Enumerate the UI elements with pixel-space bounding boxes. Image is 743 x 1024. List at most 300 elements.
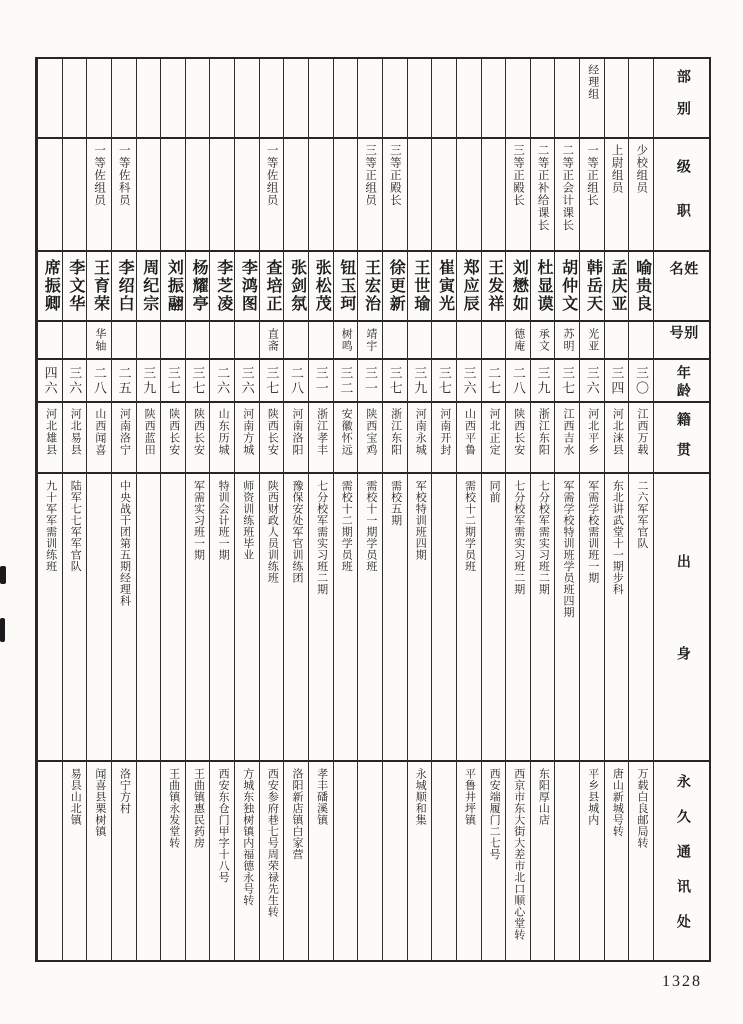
header-cell-native_place xyxy=(653,401,709,472)
person-14-native_place: 浙江孝丰 xyxy=(315,408,328,456)
person-8-age: 三六 xyxy=(461,365,477,396)
person-1-address: 万载白良邮局转 xyxy=(635,768,648,849)
person-7-address-cell xyxy=(481,760,506,960)
person-9-name: 崔寅光 xyxy=(436,259,454,313)
person-18-address: 西安东仓门甲字十八号 xyxy=(217,768,230,883)
person-14-unit-cell xyxy=(308,59,333,137)
page-number: 1328 xyxy=(662,973,702,990)
person-10-address: 永城顺和集 xyxy=(414,768,427,826)
person-8-address: 平鲁井坪镇 xyxy=(463,768,476,826)
person-16-age: 三七 xyxy=(264,365,280,396)
person-18-alias-cell xyxy=(209,320,234,358)
person-4-background: 军需学校特训班学员班四期 xyxy=(562,480,575,618)
person-11-background: 需校五期 xyxy=(389,480,402,526)
person-8-native_place-cell xyxy=(456,401,481,472)
person-21-name-cell xyxy=(136,250,161,320)
person-1-background: 二六军军官队 xyxy=(635,480,648,549)
person-5-name-cell xyxy=(530,250,555,320)
person-17-alias-cell xyxy=(234,320,259,358)
person-10-address-cell xyxy=(407,760,432,960)
person-25-address-cell xyxy=(37,760,62,960)
person-11-native_place-cell xyxy=(382,401,407,472)
person-3-background: 军需学校需训班一期 xyxy=(586,480,599,584)
person-23-rank-cell xyxy=(86,137,111,250)
person-1-address-cell xyxy=(628,760,653,960)
person-4-native_place-cell xyxy=(554,401,579,472)
person-18-rank-cell xyxy=(209,137,234,250)
person-8-unit-cell xyxy=(456,59,481,137)
person-18-native_place: 山东历城 xyxy=(217,408,230,456)
person-14-age-cell xyxy=(308,358,333,401)
person-18-native_place-cell xyxy=(209,401,234,472)
person-1-background-cell xyxy=(628,472,653,760)
header-label-unit: 部别 xyxy=(674,69,690,133)
person-2-rank: 上尉组员 xyxy=(610,144,623,194)
person-18-age: 二六 xyxy=(215,365,231,396)
person-20-age-cell xyxy=(160,358,185,401)
person-9-age: 三七 xyxy=(436,365,452,396)
person-12-name-cell xyxy=(357,250,382,320)
person-5-name: 杜显谟 xyxy=(535,259,553,313)
person-16-name-cell xyxy=(259,250,284,320)
person-24-background-cell xyxy=(62,472,87,760)
person-7-unit-cell xyxy=(481,59,506,137)
person-13-native_place: 安徽怀远 xyxy=(340,408,353,456)
person-15-address-cell xyxy=(283,760,308,960)
person-2-unit-cell xyxy=(604,59,629,137)
person-16-native_place-cell xyxy=(259,401,284,472)
person-13-alias: 树鸣 xyxy=(340,328,353,352)
person-14-alias-cell xyxy=(308,320,333,358)
person-1-name-cell xyxy=(628,250,653,320)
person-20-address: 王曲镇永发堂转 xyxy=(167,768,180,849)
person-6-age-cell xyxy=(505,358,530,401)
person-14-background-cell xyxy=(308,472,333,760)
person-7-address: 西安端履门二七号 xyxy=(488,768,501,860)
person-4-alias-cell xyxy=(554,320,579,358)
person-22-background-cell xyxy=(111,472,136,760)
person-16-address: 西安参府巷七号周荣禄先生转 xyxy=(266,768,279,918)
person-13-age-cell xyxy=(333,358,358,401)
person-20-address-cell xyxy=(160,760,185,960)
person-1-native_place-cell xyxy=(628,401,653,472)
person-18-address-cell xyxy=(209,760,234,960)
person-9-alias-cell xyxy=(431,320,456,358)
person-21-rank-cell xyxy=(136,137,161,250)
person-10-name: 王世瑜 xyxy=(411,259,429,313)
person-3-age-cell xyxy=(579,358,604,401)
person-6-native_place: 陕西长安 xyxy=(512,408,525,456)
person-13-unit-cell xyxy=(333,59,358,137)
person-15-native_place: 河南洛阳 xyxy=(291,408,303,456)
person-7-background: 同前 xyxy=(488,480,501,503)
person-24-native_place: 河北易县 xyxy=(69,408,82,456)
person-17-address: 方城东独树镇内福德永号转 xyxy=(241,768,254,906)
person-24-rank-cell xyxy=(62,137,87,250)
person-7-name: 王发祥 xyxy=(485,259,503,313)
person-23-native_place-cell xyxy=(86,401,111,472)
person-9-address-cell xyxy=(431,760,456,960)
person-21-age: 三九 xyxy=(141,365,157,396)
person-22-alias-cell xyxy=(111,320,136,358)
person-15-native_place-cell xyxy=(283,401,308,472)
person-22-name-cell xyxy=(111,250,136,320)
header-label-native_place: 籍贯 xyxy=(674,412,690,472)
person-9-age-cell xyxy=(431,358,456,401)
person-22-address: 洛宁方村 xyxy=(118,768,131,814)
person-15-rank-cell xyxy=(283,137,308,250)
person-25-name-cell xyxy=(37,250,62,320)
person-8-address-cell xyxy=(456,760,481,960)
person-8-alias-cell xyxy=(456,320,481,358)
person-15-address: 洛阳新店镇白家营 xyxy=(291,768,303,860)
person-21-unit-cell xyxy=(136,59,161,137)
person-25-background-cell xyxy=(37,472,62,760)
roster-table-frame xyxy=(35,57,711,962)
person-16-address-cell xyxy=(259,760,284,960)
person-14-native_place-cell xyxy=(308,401,333,472)
person-16-background-cell xyxy=(259,472,284,760)
person-22-name: 李绍白 xyxy=(116,259,134,313)
person-19-address: 王曲镇惠民药房 xyxy=(192,768,205,849)
person-4-background-cell xyxy=(554,472,579,760)
person-22-unit-cell xyxy=(111,59,136,137)
person-17-native_place: 河南方城 xyxy=(241,408,254,456)
person-3-name: 韩岳天 xyxy=(584,259,602,313)
header-cell-alias xyxy=(653,320,709,358)
person-3-native_place: 河北平乡 xyxy=(586,408,599,456)
person-4-rank-cell xyxy=(554,137,579,250)
person-6-rank: 三等正殿长 xyxy=(512,144,525,207)
person-22-background: 中央战干团第五期经理科 xyxy=(118,480,131,607)
person-5-background: 七分校军需实习班二期 xyxy=(537,480,550,595)
person-12-native_place-cell xyxy=(357,401,382,472)
person-19-background: 军需实习班一期 xyxy=(192,480,205,561)
person-25-native_place: 河北雄县 xyxy=(44,408,57,456)
person-8-background: 需校十二期学员班 xyxy=(463,480,476,572)
header-label-alias: 别号 xyxy=(667,325,698,342)
person-5-native_place-cell xyxy=(530,401,555,472)
person-19-rank-cell xyxy=(185,137,210,250)
header-label-background: 出身 xyxy=(674,554,690,738)
person-24-address: 易县山北镇 xyxy=(69,768,82,826)
person-23-native_place: 山西闻喜 xyxy=(93,408,106,456)
person-23-background-cell xyxy=(86,472,111,760)
person-2-rank-cell xyxy=(604,137,629,250)
person-7-age-cell xyxy=(481,358,506,401)
person-16-rank: 一等佐组员 xyxy=(265,144,278,207)
person-23-alias: 华轴 xyxy=(93,328,106,352)
person-2-background-cell xyxy=(604,472,629,760)
person-3-address-cell xyxy=(579,760,604,960)
person-18-background: 特训会计班一期 xyxy=(217,480,230,561)
person-10-name-cell xyxy=(407,250,432,320)
person-6-address: 西京市东大街大差市北口顺心堂转 xyxy=(512,768,525,941)
header-cell-background xyxy=(653,472,709,760)
person-13-name-cell xyxy=(333,250,358,320)
person-20-native_place: 陕西长安 xyxy=(167,408,180,456)
person-12-address-cell xyxy=(357,760,382,960)
person-12-age: 三一 xyxy=(362,365,378,396)
person-13-name: 钮玉珂 xyxy=(337,259,355,313)
person-15-age-cell xyxy=(283,358,308,401)
person-20-alias-cell xyxy=(160,320,185,358)
person-12-age-cell xyxy=(357,358,382,401)
person-8-background-cell xyxy=(456,472,481,760)
person-10-background: 军校特训班四期 xyxy=(414,480,427,561)
person-3-age: 三六 xyxy=(584,365,600,396)
person-17-rank-cell xyxy=(234,137,259,250)
person-24-native_place-cell xyxy=(62,401,87,472)
person-25-age-cell xyxy=(37,358,62,401)
person-9-rank-cell xyxy=(431,137,456,250)
person-10-native_place-cell xyxy=(407,401,432,472)
person-23-rank: 一等佐组员 xyxy=(93,144,106,207)
person-24-alias-cell xyxy=(62,320,87,358)
person-3-unit-cell xyxy=(579,59,604,137)
person-12-alias: 靖宇 xyxy=(364,328,377,352)
person-12-rank: 三等正组员 xyxy=(364,144,377,207)
person-20-background-cell xyxy=(160,472,185,760)
person-8-rank-cell xyxy=(456,137,481,250)
person-12-unit-cell xyxy=(357,59,382,137)
person-14-background: 七分校军需实习班二期 xyxy=(315,480,328,595)
person-6-unit-cell xyxy=(505,59,530,137)
header-label-address: 永久通讯处 xyxy=(674,774,690,949)
person-25-alias-cell xyxy=(37,320,62,358)
person-10-native_place: 河南永城 xyxy=(414,408,427,456)
person-8-name: 郑应辰 xyxy=(461,259,479,313)
person-8-age-cell xyxy=(456,358,481,401)
person-5-age: 三九 xyxy=(535,365,551,396)
person-5-native_place: 浙江东阳 xyxy=(537,408,550,456)
person-7-name-cell xyxy=(481,250,506,320)
person-24-address-cell xyxy=(62,760,87,960)
person-21-name: 周纪宗 xyxy=(140,259,158,313)
person-19-alias-cell xyxy=(185,320,210,358)
header-cell-age xyxy=(653,358,709,401)
person-19-name-cell xyxy=(185,250,210,320)
person-11-unit-cell xyxy=(382,59,407,137)
person-22-address-cell xyxy=(111,760,136,960)
person-17-unit-cell xyxy=(234,59,259,137)
person-1-rank: 少校组员 xyxy=(635,144,648,194)
person-11-alias-cell xyxy=(382,320,407,358)
person-10-age: 三九 xyxy=(412,365,428,396)
person-1-age-cell xyxy=(628,358,653,401)
person-2-background: 东北讲武堂十一期步科 xyxy=(611,480,624,595)
header-cell-unit xyxy=(653,59,709,137)
header-label-rank: 级职 xyxy=(674,159,690,247)
person-15-alias-cell xyxy=(283,320,308,358)
person-6-name-cell xyxy=(505,250,530,320)
person-3-background-cell xyxy=(579,472,604,760)
person-1-unit-cell xyxy=(628,59,653,137)
person-24-unit-cell xyxy=(62,59,87,137)
person-16-rank-cell xyxy=(259,137,284,250)
person-1-alias-cell xyxy=(628,320,653,358)
roster-table xyxy=(37,59,709,960)
person-5-rank-cell xyxy=(530,137,555,250)
person-20-rank-cell xyxy=(160,137,185,250)
person-24-name-cell xyxy=(62,250,87,320)
person-5-background-cell xyxy=(530,472,555,760)
person-16-alias-cell xyxy=(259,320,284,358)
person-11-rank: 三等正殿长 xyxy=(388,144,401,207)
person-1-name: 喻贵良 xyxy=(633,259,651,313)
person-4-name: 胡仲文 xyxy=(559,259,577,313)
person-15-background: 豫保安处军官训练团 xyxy=(291,480,303,584)
person-25-native_place-cell xyxy=(37,401,62,472)
person-2-name: 孟庆亚 xyxy=(608,259,626,313)
person-16-native_place: 陕西长安 xyxy=(266,408,279,456)
person-2-address-cell xyxy=(604,760,629,960)
person-15-name-cell xyxy=(283,250,308,320)
person-11-address-cell xyxy=(382,760,407,960)
person-16-name: 查培正 xyxy=(263,259,281,313)
person-11-name: 徐更新 xyxy=(387,259,405,313)
person-11-native_place: 浙江东阳 xyxy=(389,408,402,456)
scan-artifact xyxy=(0,566,6,584)
person-11-name-cell xyxy=(382,250,407,320)
person-12-name: 王宏治 xyxy=(362,259,380,313)
person-8-native_place: 山西平鲁 xyxy=(463,408,476,456)
person-6-alias: 德庵 xyxy=(512,328,525,352)
person-17-background-cell xyxy=(234,472,259,760)
person-23-name: 王育荣 xyxy=(91,259,109,313)
person-18-age-cell xyxy=(209,358,234,401)
person-17-background: 师资训练班毕业 xyxy=(241,480,254,561)
person-20-name: 刘振翮 xyxy=(165,259,183,313)
person-10-age-cell xyxy=(407,358,432,401)
header-cell-name xyxy=(653,250,709,320)
person-13-rank-cell xyxy=(333,137,358,250)
person-15-name: 张剑氛 xyxy=(288,259,306,313)
person-20-unit-cell xyxy=(160,59,185,137)
person-13-age: 三二 xyxy=(338,365,354,396)
person-13-native_place-cell xyxy=(333,401,358,472)
person-25-unit-cell xyxy=(37,59,62,137)
person-21-alias-cell xyxy=(136,320,161,358)
person-12-alias-cell xyxy=(357,320,382,358)
person-7-age: 二七 xyxy=(486,365,502,396)
person-1-age: 三〇 xyxy=(634,365,649,396)
person-7-native_place: 河北正定 xyxy=(488,408,501,456)
person-11-rank-cell xyxy=(382,137,407,250)
person-23-address-cell xyxy=(86,760,111,960)
person-3-rank: 一等正组长 xyxy=(585,144,598,207)
person-5-address-cell xyxy=(530,760,555,960)
person-7-alias-cell xyxy=(481,320,506,358)
person-4-rank: 二等正会计课长 xyxy=(561,144,574,232)
person-14-name-cell xyxy=(308,250,333,320)
person-3-rank-cell xyxy=(579,137,604,250)
person-9-native_place: 河南开封 xyxy=(438,408,451,456)
person-12-rank-cell xyxy=(357,137,382,250)
person-5-unit-cell xyxy=(530,59,555,137)
person-21-native_place-cell xyxy=(136,401,161,472)
person-20-name-cell xyxy=(160,250,185,320)
person-4-address-cell xyxy=(554,760,579,960)
person-21-native_place: 陕西蓝田 xyxy=(143,408,156,456)
person-4-name-cell xyxy=(554,250,579,320)
person-6-address-cell xyxy=(505,760,530,960)
person-23-alias-cell xyxy=(86,320,111,358)
person-13-alias-cell xyxy=(333,320,358,358)
person-23-address: 闻喜县栗树镇 xyxy=(93,768,106,837)
person-11-background-cell xyxy=(382,472,407,760)
person-18-name-cell xyxy=(209,250,234,320)
person-16-unit-cell xyxy=(259,59,284,137)
person-14-address: 孝丰磻溪镇 xyxy=(315,768,328,826)
person-23-age: 二八 xyxy=(91,365,107,396)
person-15-age: 二八 xyxy=(289,365,305,396)
person-13-background-cell xyxy=(333,472,358,760)
person-2-age: 三四 xyxy=(609,365,625,396)
person-14-rank-cell xyxy=(308,137,333,250)
person-11-age: 三七 xyxy=(387,365,403,396)
person-23-age-cell xyxy=(86,358,111,401)
person-19-age: 三七 xyxy=(190,365,206,396)
person-4-alias: 苏明 xyxy=(562,328,575,352)
person-25-rank-cell xyxy=(37,137,62,250)
person-6-rank-cell xyxy=(505,137,530,250)
person-6-background-cell xyxy=(505,472,530,760)
person-19-native_place-cell xyxy=(185,401,210,472)
header-label-age: 年龄 xyxy=(674,365,690,401)
person-7-native_place-cell xyxy=(481,401,506,472)
person-3-alias-cell xyxy=(579,320,604,358)
person-5-rank: 二等正补给课长 xyxy=(536,144,549,232)
person-4-native_place: 江西吉水 xyxy=(562,408,575,456)
person-14-age: 三一 xyxy=(313,365,329,396)
header-cell-address xyxy=(653,760,709,960)
person-9-background-cell xyxy=(431,472,456,760)
person-3-address: 平乡县城内 xyxy=(586,768,599,826)
person-2-address: 唐山新城号转 xyxy=(611,768,624,837)
person-7-rank-cell xyxy=(481,137,506,250)
person-17-native_place-cell xyxy=(234,401,259,472)
person-23-name-cell xyxy=(86,250,111,320)
person-17-address-cell xyxy=(234,760,259,960)
person-12-background: 需校十一期学员班 xyxy=(364,480,377,572)
person-16-background: 陕西财政人员训练班 xyxy=(266,480,279,584)
person-13-background: 需校十二期学员班 xyxy=(340,480,353,572)
person-6-alias-cell xyxy=(505,320,530,358)
person-5-alias-cell xyxy=(530,320,555,358)
person-5-alias: 承文 xyxy=(537,328,550,352)
person-5-age-cell xyxy=(530,358,555,401)
person-20-native_place-cell xyxy=(160,401,185,472)
person-17-age: 三六 xyxy=(239,365,255,396)
person-15-unit-cell xyxy=(283,59,308,137)
person-3-alias: 光亚 xyxy=(586,328,599,352)
person-9-unit-cell xyxy=(431,59,456,137)
person-21-background-cell xyxy=(136,472,161,760)
person-17-name-cell xyxy=(234,250,259,320)
person-22-age-cell xyxy=(111,358,136,401)
person-17-name: 李鸿图 xyxy=(239,259,257,313)
person-2-name-cell xyxy=(604,250,629,320)
person-4-age: 三七 xyxy=(560,365,576,396)
person-2-age-cell xyxy=(604,358,629,401)
person-22-native_place: 河南洛宁 xyxy=(118,408,131,456)
person-25-background: 九十军军需训练班 xyxy=(44,480,57,572)
person-9-name-cell xyxy=(431,250,456,320)
person-2-alias-cell xyxy=(604,320,629,358)
person-6-background: 七分校军需实习班二期 xyxy=(512,480,525,595)
person-3-name-cell xyxy=(579,250,604,320)
